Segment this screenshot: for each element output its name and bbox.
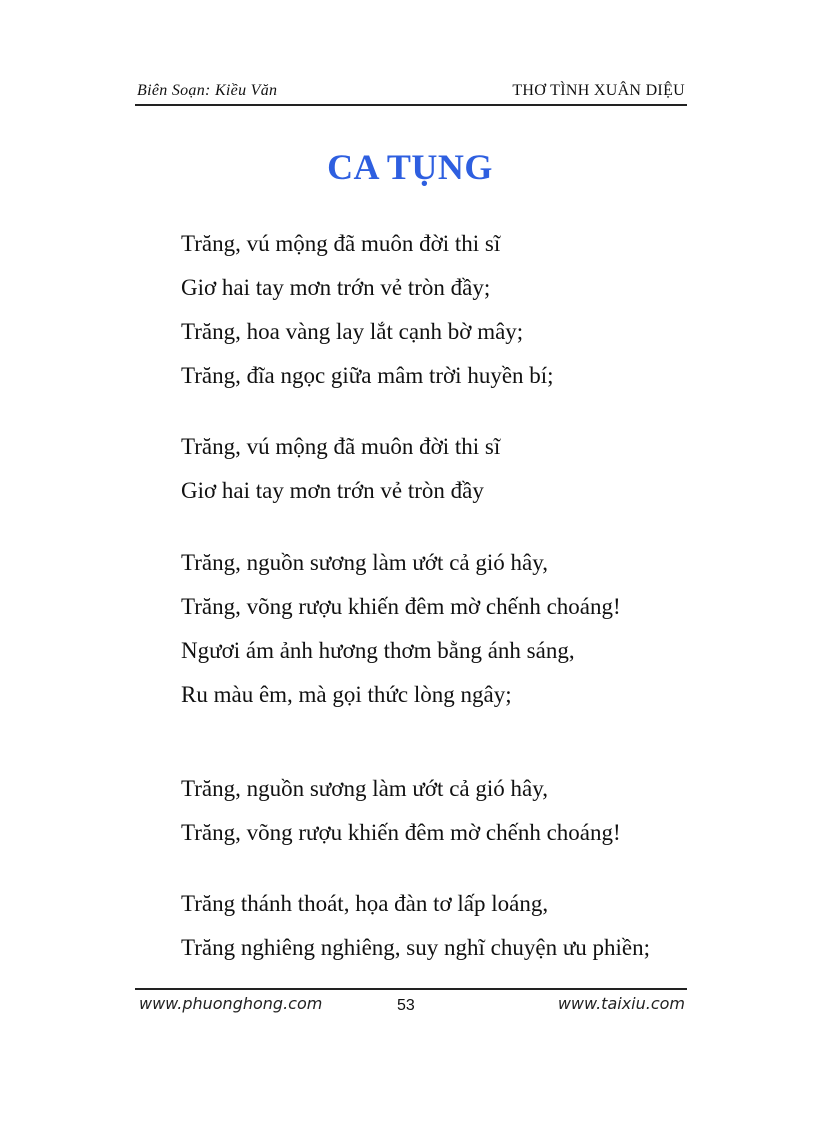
stanza-spacer bbox=[181, 398, 781, 425]
poem-title: CA TỤNG bbox=[327, 147, 493, 187]
stanza-2 bbox=[181, 425, 781, 513]
stanza-5 bbox=[181, 882, 781, 970]
poem-line: Giơ hai tay mơn trớn vẻ tròn đầy; bbox=[181, 275, 491, 300]
stanza-spacer bbox=[181, 717, 781, 767]
footer-website-left: www.phuonghong.com bbox=[139, 994, 323, 1013]
poem-line: Ngươi ám ảnh hương thơm bằng ánh sáng, bbox=[181, 638, 575, 663]
poem-line: Trăng, hoa vàng lay lắt cạnh bờ mây; bbox=[181, 319, 524, 344]
poem-line: Trăng, vú mộng đã muôn đời thi sĩ bbox=[181, 231, 501, 256]
poem-line: Trăng, võng rượu khiến đêm mờ chếnh choáng! bbox=[181, 594, 621, 619]
stanza-3 bbox=[181, 541, 781, 717]
poem-line: Giơ hai tay mơn trớn vẻ tròn đầy bbox=[181, 478, 484, 503]
poem-line: Trăng, vú mộng đã muôn đời thi sĩ bbox=[181, 434, 501, 459]
stanza-4 bbox=[181, 767, 781, 855]
stanza-1 bbox=[181, 222, 781, 398]
page-footer bbox=[135, 988, 687, 1020]
poem-line: Trăng thánh thoát, họa đàn tơ lấp loáng, bbox=[181, 891, 549, 916]
page-header bbox=[135, 78, 687, 106]
poem-line: Trăng, nguồn sương làm ướt cả gió hây, bbox=[181, 776, 548, 801]
footer-website-right: www.taixiu.com bbox=[557, 994, 685, 1013]
poem-line: Trăng nghiêng nghiêng, suy nghĩ chuyện ưu phiền; bbox=[181, 935, 651, 960]
poem-line: Trăng, nguồn sương làm ướt cả gió hây, bbox=[181, 550, 548, 575]
poem-line: Trăng, đĩa ngọc giữa mâm trời huyền bí; bbox=[181, 363, 554, 388]
page-number: 53 bbox=[397, 997, 415, 1014]
header-author: Biên Soạn: Kiều Văn bbox=[137, 82, 278, 99]
poem-line: Trăng, võng rượu khiến đêm mờ chếnh choáng! bbox=[181, 820, 621, 845]
stanza-spacer bbox=[181, 855, 781, 882]
poem-line: Ru màu êm, mà gọi thức lòng ngây; bbox=[181, 682, 512, 707]
poem-body bbox=[181, 222, 781, 970]
header-book-title: THƠ TÌNH XUÂN DIỆU bbox=[512, 82, 685, 99]
stanza-spacer bbox=[181, 513, 781, 541]
